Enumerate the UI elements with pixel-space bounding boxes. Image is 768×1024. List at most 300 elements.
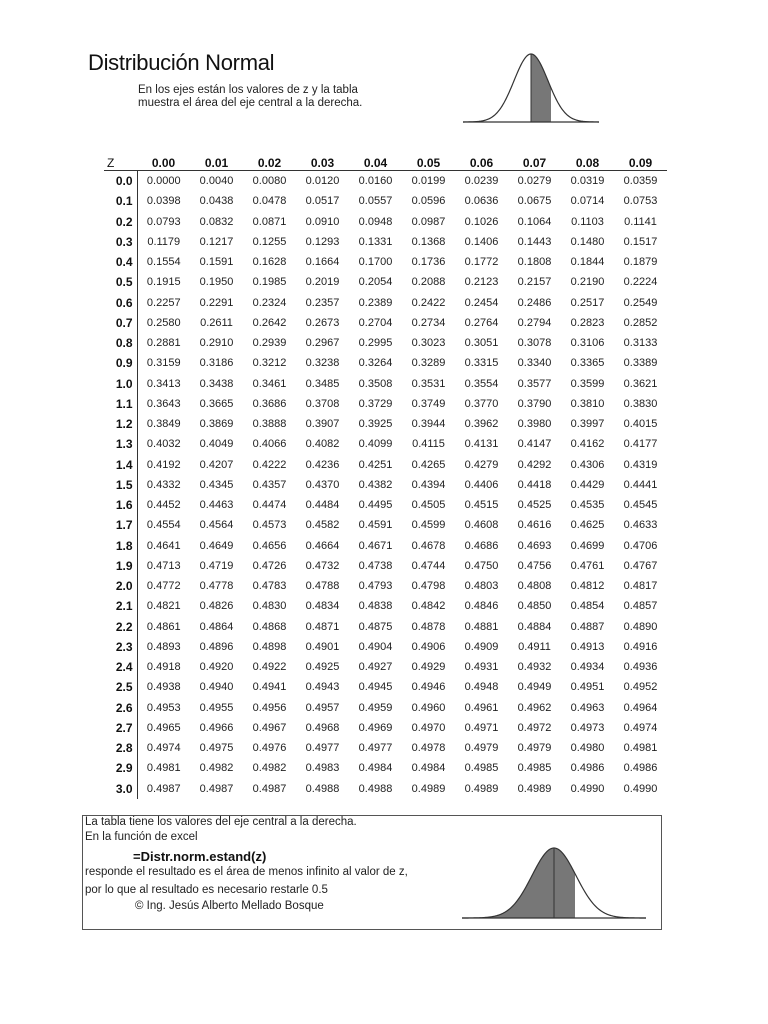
area-value-cell: 0.4979 bbox=[517, 742, 552, 755]
area-value-cell: 0.4719 bbox=[199, 559, 234, 572]
table-row bbox=[104, 758, 667, 778]
area-value-cell: 0.4545 bbox=[623, 499, 658, 512]
area-value-cell: 0.1480 bbox=[570, 235, 605, 248]
area-value-cell: 0.3340 bbox=[517, 357, 552, 370]
note-line-1: La tabla tiene los valores del eje central a la derecha. bbox=[85, 816, 357, 828]
area-value-cell: 0.3554 bbox=[464, 377, 499, 390]
area-value-cell: 0.4857 bbox=[623, 600, 658, 613]
z-value-cell: 1.2 bbox=[104, 414, 137, 434]
area-value-cell: 0.2549 bbox=[623, 296, 658, 309]
area-value-cell: 0.1255 bbox=[252, 235, 287, 248]
area-value-cell: 0.3238 bbox=[305, 357, 340, 370]
area-value-cell: 0.1985 bbox=[252, 276, 287, 289]
area-value-cell: 0.2157 bbox=[517, 276, 552, 289]
area-value-cell: 0.4986 bbox=[623, 762, 658, 775]
area-value-cell: 0.2764 bbox=[464, 316, 499, 329]
area-value-cell: 0.1368 bbox=[411, 235, 446, 248]
area-value-cell: 0.4463 bbox=[199, 499, 234, 512]
area-value-cell: 0.4082 bbox=[305, 438, 340, 451]
area-value-cell: 0.4931 bbox=[464, 661, 499, 674]
area-value-cell: 0.3810 bbox=[570, 397, 605, 410]
area-value-cell: 0.2224 bbox=[623, 276, 658, 289]
area-value-cell: 0.4988 bbox=[358, 782, 393, 795]
area-value-cell: 0.4974 bbox=[146, 742, 181, 755]
area-value-cell: 0.4192 bbox=[146, 458, 181, 471]
area-value-cell: 0.1915 bbox=[146, 276, 181, 289]
area-value-cell: 0.4990 bbox=[623, 782, 658, 795]
table-row bbox=[104, 515, 667, 535]
area-value-cell: 0.4778 bbox=[199, 580, 234, 593]
area-value-cell: 0.1808 bbox=[517, 256, 552, 269]
area-value-cell: 0.4887 bbox=[570, 620, 605, 633]
area-value-cell: 0.0832 bbox=[199, 215, 234, 228]
area-value-cell: 0.4345 bbox=[199, 478, 234, 491]
area-value-cell: 0.4750 bbox=[464, 559, 499, 572]
area-value-cell: 0.4990 bbox=[570, 782, 605, 795]
area-value-cell: 0.4982 bbox=[199, 762, 234, 775]
area-value-cell: 0.2291 bbox=[199, 296, 234, 309]
area-value-cell: 0.4966 bbox=[199, 721, 234, 734]
area-value-cell: 0.3621 bbox=[623, 377, 658, 390]
area-value-cell: 0.2642 bbox=[252, 316, 287, 329]
table-row bbox=[104, 191, 667, 211]
area-value-cell: 0.4474 bbox=[252, 499, 287, 512]
area-value-cell: 0.3078 bbox=[517, 337, 552, 350]
area-value-cell: 0.4929 bbox=[411, 661, 446, 674]
area-value-cell: 0.3830 bbox=[623, 397, 658, 410]
area-value-cell: 0.4975 bbox=[199, 742, 234, 755]
z-value-cell: 1.5 bbox=[104, 475, 137, 495]
area-value-cell: 0.2704 bbox=[358, 316, 393, 329]
table-row bbox=[104, 374, 667, 394]
area-value-cell: 0.1554 bbox=[146, 256, 181, 269]
area-value-cell: 0.3770 bbox=[464, 397, 499, 410]
area-value-cell: 0.4394 bbox=[411, 478, 446, 491]
area-value-cell: 0.2734 bbox=[411, 316, 446, 329]
area-value-cell: 0.4706 bbox=[623, 539, 658, 552]
area-value-cell: 0.2190 bbox=[570, 276, 605, 289]
area-value-cell: 0.3888 bbox=[252, 418, 287, 431]
area-value-cell: 0.4834 bbox=[305, 600, 340, 613]
z-value-cell: 0.0 bbox=[104, 171, 137, 192]
area-value-cell: 0.3599 bbox=[570, 377, 605, 390]
area-value-cell: 0.4222 bbox=[252, 458, 287, 471]
area-value-cell: 0.4826 bbox=[199, 600, 234, 613]
area-value-cell: 0.4177 bbox=[623, 438, 658, 451]
table-row bbox=[104, 556, 667, 576]
area-value-cell: 0.4265 bbox=[411, 458, 446, 471]
table-row bbox=[104, 212, 667, 232]
area-value-cell: 0.4850 bbox=[517, 600, 552, 613]
area-value-cell: 0.4495 bbox=[358, 499, 393, 512]
area-value-cell: 0.4927 bbox=[358, 661, 393, 674]
area-value-cell: 0.4969 bbox=[358, 721, 393, 734]
area-value-cell: 0.3849 bbox=[146, 418, 181, 431]
area-value-cell: 0.3461 bbox=[252, 377, 287, 390]
area-value-cell: 0.4948 bbox=[464, 681, 499, 694]
area-value-cell: 0.0000 bbox=[146, 175, 181, 188]
area-value-cell: 0.4207 bbox=[199, 458, 234, 471]
table-row bbox=[104, 434, 667, 454]
table-row bbox=[104, 232, 667, 252]
table-row bbox=[104, 596, 667, 616]
area-value-cell: 0.4946 bbox=[411, 681, 446, 694]
area-value-cell: 0.0319 bbox=[570, 175, 605, 188]
table-row bbox=[104, 353, 667, 373]
area-value-cell: 0.4441 bbox=[623, 478, 658, 491]
area-value-cell: 0.2454 bbox=[464, 296, 499, 309]
table-row bbox=[104, 272, 667, 292]
column-header: 0.05 bbox=[402, 150, 455, 171]
table-row bbox=[104, 475, 667, 495]
subtitle-line-2: muestra el área del eje central a la derecha. bbox=[138, 97, 363, 109]
z-value-cell: 2.0 bbox=[104, 576, 137, 596]
area-value-cell: 0.4821 bbox=[146, 600, 181, 613]
area-value-cell: 0.0753 bbox=[623, 195, 658, 208]
area-value-cell: 0.4987 bbox=[199, 782, 234, 795]
area-value-cell: 0.4972 bbox=[517, 721, 552, 734]
z-value-cell: 0.2 bbox=[104, 212, 137, 232]
table-row bbox=[104, 617, 667, 637]
area-value-cell: 0.4878 bbox=[411, 620, 446, 633]
note-box bbox=[82, 815, 662, 930]
table-row bbox=[104, 293, 667, 313]
area-value-cell: 0.0040 bbox=[199, 175, 234, 188]
area-value-cell: 0.4957 bbox=[305, 701, 340, 714]
area-value-cell: 0.4980 bbox=[570, 742, 605, 755]
area-value-cell: 0.4236 bbox=[305, 458, 340, 471]
area-value-cell: 0.0160 bbox=[358, 175, 393, 188]
z-value-cell: 2.5 bbox=[104, 677, 137, 697]
area-value-cell: 0.0080 bbox=[252, 175, 287, 188]
area-value-cell: 0.4981 bbox=[623, 742, 658, 755]
page-subtitle bbox=[138, 84, 428, 110]
area-value-cell: 0.1844 bbox=[570, 256, 605, 269]
area-value-cell: 0.4525 bbox=[517, 499, 552, 512]
area-value-cell: 0.4370 bbox=[305, 478, 340, 491]
area-value-cell: 0.4649 bbox=[199, 539, 234, 552]
area-value-cell: 0.0279 bbox=[517, 175, 552, 188]
area-value-cell: 0.4732 bbox=[305, 559, 340, 572]
area-value-cell: 0.0120 bbox=[305, 175, 340, 188]
bell-curve-left-tail-diagram bbox=[461, 842, 661, 922]
z-value-cell: 1.3 bbox=[104, 434, 137, 454]
area-value-cell: 0.4693 bbox=[517, 539, 552, 552]
area-value-cell: 0.3106 bbox=[570, 337, 605, 350]
area-value-cell: 0.4633 bbox=[623, 519, 658, 532]
area-value-cell: 0.4616 bbox=[517, 519, 552, 532]
area-value-cell: 0.4987 bbox=[146, 782, 181, 795]
area-value-cell: 0.2257 bbox=[146, 296, 181, 309]
area-value-cell: 0.3413 bbox=[146, 377, 181, 390]
area-value-cell: 0.4032 bbox=[146, 438, 181, 451]
area-value-cell: 0.4898 bbox=[252, 640, 287, 653]
area-value-cell: 0.4162 bbox=[570, 438, 605, 451]
area-value-cell: 0.4279 bbox=[464, 458, 499, 471]
normal-distribution-table bbox=[104, 150, 667, 799]
area-value-cell: 0.4959 bbox=[358, 701, 393, 714]
area-value-cell: 0.2823 bbox=[570, 316, 605, 329]
area-value-cell: 0.3729 bbox=[358, 397, 393, 410]
area-value-cell: 0.1664 bbox=[305, 256, 340, 269]
area-value-cell: 0.2794 bbox=[517, 316, 552, 329]
area-value-cell: 0.4846 bbox=[464, 600, 499, 613]
area-value-cell: 0.4913 bbox=[570, 640, 605, 653]
area-value-cell: 0.4987 bbox=[252, 782, 287, 795]
column-header: 0.07 bbox=[508, 150, 561, 171]
area-value-cell: 0.4066 bbox=[252, 438, 287, 451]
z-value-cell: 2.1 bbox=[104, 596, 137, 616]
area-value-cell: 0.4986 bbox=[570, 762, 605, 775]
area-value-cell: 0.3508 bbox=[358, 377, 393, 390]
area-value-cell: 0.0714 bbox=[570, 195, 605, 208]
area-value-cell: 0.4292 bbox=[517, 458, 552, 471]
area-value-cell: 0.0359 bbox=[623, 175, 658, 188]
area-value-cell: 0.1026 bbox=[464, 215, 499, 228]
area-value-cell: 0.4838 bbox=[358, 600, 393, 613]
area-value-cell: 0.4812 bbox=[570, 580, 605, 593]
bell-curve-center-to-right-diagram bbox=[440, 48, 600, 126]
area-value-cell: 0.2910 bbox=[199, 337, 234, 350]
table-row bbox=[104, 698, 667, 718]
area-value-cell: 0.4978 bbox=[411, 742, 446, 755]
table-row bbox=[104, 171, 667, 192]
area-value-cell: 0.0596 bbox=[411, 195, 446, 208]
z-value-cell: 2.3 bbox=[104, 637, 137, 657]
z-value-cell: 0.6 bbox=[104, 293, 137, 313]
area-value-cell: 0.2019 bbox=[305, 276, 340, 289]
z-value-cell: 0.7 bbox=[104, 313, 137, 333]
area-value-cell: 0.4861 bbox=[146, 620, 181, 633]
area-value-cell: 0.0517 bbox=[305, 195, 340, 208]
area-value-cell: 0.2088 bbox=[411, 276, 446, 289]
z-value-cell: 0.3 bbox=[104, 232, 137, 252]
area-value-cell: 0.4918 bbox=[146, 661, 181, 674]
area-value-cell: 0.4979 bbox=[464, 742, 499, 755]
area-value-cell: 0.4788 bbox=[305, 580, 340, 593]
area-value-cell: 0.0675 bbox=[517, 195, 552, 208]
area-value-cell: 0.4535 bbox=[570, 499, 605, 512]
area-value-cell: 0.1772 bbox=[464, 256, 499, 269]
area-value-cell: 0.4406 bbox=[464, 478, 499, 491]
area-value-cell: 0.1700 bbox=[358, 256, 393, 269]
area-value-cell: 0.4452 bbox=[146, 499, 181, 512]
z-value-cell: 0.8 bbox=[104, 333, 137, 353]
table-body bbox=[104, 171, 667, 799]
area-value-cell: 0.1064 bbox=[517, 215, 552, 228]
area-value-cell: 0.4956 bbox=[252, 701, 287, 714]
area-value-cell: 0.4599 bbox=[411, 519, 446, 532]
area-value-cell: 0.4830 bbox=[252, 600, 287, 613]
area-value-cell: 0.4964 bbox=[623, 701, 658, 714]
area-value-cell: 0.3051 bbox=[464, 337, 499, 350]
area-value-cell: 0.4554 bbox=[146, 519, 181, 532]
area-value-cell: 0.4911 bbox=[518, 640, 551, 653]
area-value-cell: 0.4932 bbox=[517, 661, 552, 674]
area-value-cell: 0.4970 bbox=[411, 721, 446, 734]
table-row bbox=[104, 738, 667, 758]
area-value-cell: 0.3438 bbox=[199, 377, 234, 390]
area-value-cell: 0.4357 bbox=[252, 478, 287, 491]
area-value-cell: 0.4901 bbox=[305, 640, 340, 653]
z-value-cell: 1.8 bbox=[104, 536, 137, 556]
z-value-cell: 2.6 bbox=[104, 698, 137, 718]
area-value-cell: 0.4936 bbox=[623, 661, 658, 674]
area-value-cell: 0.3264 bbox=[358, 357, 393, 370]
area-value-cell: 0.4934 bbox=[570, 661, 605, 674]
table-row bbox=[104, 495, 667, 515]
area-value-cell: 0.1591 bbox=[199, 256, 234, 269]
area-value-cell: 0.1217 bbox=[199, 235, 234, 248]
area-value-cell: 0.4761 bbox=[570, 559, 605, 572]
area-value-cell: 0.4656 bbox=[252, 539, 287, 552]
area-value-cell: 0.4938 bbox=[146, 681, 181, 694]
area-value-cell: 0.4678 bbox=[411, 539, 446, 552]
table-row bbox=[104, 536, 667, 556]
area-value-cell: 0.4854 bbox=[570, 600, 605, 613]
area-value-cell: 0.3159 bbox=[146, 357, 181, 370]
table-row bbox=[104, 718, 667, 738]
area-value-cell: 0.4952 bbox=[623, 681, 658, 694]
column-header: 0.03 bbox=[296, 150, 349, 171]
area-value-cell: 0.4564 bbox=[199, 519, 234, 532]
area-value-cell: 0.3749 bbox=[411, 397, 446, 410]
area-value-cell: 0.4884 bbox=[517, 620, 552, 633]
z-value-cell: 2.7 bbox=[104, 718, 137, 738]
area-value-cell: 0.3023 bbox=[411, 337, 446, 350]
area-value-cell: 0.4985 bbox=[464, 762, 499, 775]
area-value-cell: 0.3708 bbox=[305, 397, 340, 410]
note-line-4: por lo que al resultado es necesario restarle 0.5 bbox=[85, 884, 328, 896]
area-value-cell: 0.4505 bbox=[411, 499, 446, 512]
area-value-cell: 0.2852 bbox=[623, 316, 658, 329]
z-value-cell: 1.1 bbox=[104, 394, 137, 414]
table-row bbox=[104, 313, 667, 333]
area-value-cell: 0.2389 bbox=[358, 296, 393, 309]
area-value-cell: 0.4988 bbox=[305, 782, 340, 795]
area-value-cell: 0.1628 bbox=[252, 256, 287, 269]
area-value-cell: 0.4973 bbox=[570, 721, 605, 734]
column-header: 0.02 bbox=[243, 150, 296, 171]
area-value-cell: 0.3186 bbox=[199, 357, 234, 370]
area-value-cell: 0.4925 bbox=[305, 661, 340, 674]
area-value-cell: 0.1950 bbox=[199, 276, 234, 289]
area-value-cell: 0.4965 bbox=[146, 721, 181, 734]
area-value-cell: 0.4817 bbox=[623, 580, 658, 593]
area-value-cell: 0.3997 bbox=[570, 418, 605, 431]
area-value-cell: 0.4641 bbox=[146, 539, 181, 552]
area-value-cell: 0.4015 bbox=[623, 418, 658, 431]
area-value-cell: 0.0557 bbox=[358, 195, 393, 208]
area-value-cell: 0.4977 bbox=[305, 742, 340, 755]
area-value-cell: 0.4961 bbox=[464, 701, 499, 714]
area-value-cell: 0.0987 bbox=[411, 215, 446, 228]
area-value-cell: 0.4515 bbox=[464, 499, 499, 512]
column-header-row bbox=[104, 150, 667, 171]
area-value-cell: 0.2517 bbox=[570, 296, 605, 309]
area-value-cell: 0.0398 bbox=[146, 195, 181, 208]
z-value-cell: 2.8 bbox=[104, 738, 137, 758]
column-header: 0.08 bbox=[561, 150, 614, 171]
area-value-cell: 0.1879 bbox=[623, 256, 658, 269]
area-value-cell: 0.4893 bbox=[146, 640, 181, 653]
area-value-cell: 0.4772 bbox=[146, 580, 181, 593]
table-row bbox=[104, 779, 667, 799]
area-value-cell: 0.4803 bbox=[464, 580, 499, 593]
area-value-cell: 0.3790 bbox=[517, 397, 552, 410]
z-value-cell: 1.4 bbox=[104, 455, 137, 475]
area-value-cell: 0.4974 bbox=[623, 721, 658, 734]
area-value-cell: 0.4793 bbox=[358, 580, 393, 593]
area-value-cell: 0.4967 bbox=[252, 721, 287, 734]
area-value-cell: 0.1736 bbox=[411, 256, 446, 269]
area-value-cell: 0.4949 bbox=[517, 681, 552, 694]
area-value-cell: 0.0948 bbox=[358, 215, 393, 228]
z-value-cell: 0.5 bbox=[104, 272, 137, 292]
area-value-cell: 0.4871 bbox=[305, 620, 340, 633]
area-value-cell: 0.0793 bbox=[146, 215, 181, 228]
area-value-cell: 0.4115 bbox=[412, 438, 445, 451]
area-value-cell: 0.4332 bbox=[146, 478, 181, 491]
area-value-cell: 0.4989 bbox=[411, 782, 446, 795]
z-value-cell: 1.9 bbox=[104, 556, 137, 576]
area-value-cell: 0.4960 bbox=[411, 701, 446, 714]
area-value-cell: 0.1517 bbox=[623, 235, 658, 248]
area-value-cell: 0.4582 bbox=[305, 519, 340, 532]
area-value-cell: 0.3315 bbox=[464, 357, 499, 370]
area-value-cell: 0.4699 bbox=[570, 539, 605, 552]
area-value-cell: 0.4953 bbox=[146, 701, 181, 714]
z-value-cell: 2.4 bbox=[104, 657, 137, 677]
area-value-cell: 0.0910 bbox=[305, 215, 340, 228]
area-value-cell: 0.4591 bbox=[358, 519, 393, 532]
column-header: 0.06 bbox=[455, 150, 508, 171]
author-credit: © Ing. Jesús Alberto Mellado Bosque bbox=[135, 900, 324, 912]
area-value-cell: 0.4418 bbox=[517, 478, 552, 491]
page-title: Distribución Normal bbox=[88, 50, 275, 75]
area-value-cell: 0.4798 bbox=[411, 580, 446, 593]
z-value-cell: 1.6 bbox=[104, 495, 137, 515]
z-value-cell: 2.9 bbox=[104, 758, 137, 778]
area-value-cell: 0.2939 bbox=[252, 337, 287, 350]
area-value-cell: 0.4909 bbox=[464, 640, 499, 653]
area-value-cell: 0.0239 bbox=[464, 175, 499, 188]
area-value-cell: 0.3944 bbox=[411, 418, 446, 431]
area-value-cell: 0.4881 bbox=[464, 620, 499, 633]
area-value-cell: 0.4896 bbox=[199, 640, 234, 653]
area-value-cell: 0.4920 bbox=[199, 661, 234, 674]
note-line-3: responde el resultado es el área de menos infinito al valor de z, bbox=[85, 866, 408, 878]
area-value-cell: 0.2967 bbox=[305, 337, 340, 350]
area-value-cell: 0.4713 bbox=[146, 559, 181, 572]
table-row bbox=[104, 677, 667, 697]
z-column-header: Z bbox=[104, 150, 137, 171]
area-value-cell: 0.4744 bbox=[411, 559, 446, 572]
area-value-cell: 0.4989 bbox=[517, 782, 552, 795]
area-value-cell: 0.4875 bbox=[358, 620, 393, 633]
minus-infinity-to-z-shaded-area bbox=[463, 848, 575, 918]
area-value-cell: 0.4738 bbox=[358, 559, 393, 572]
area-value-cell: 0.0636 bbox=[464, 195, 499, 208]
area-value-cell: 0.2054 bbox=[358, 276, 393, 289]
area-value-cell: 0.4608 bbox=[464, 519, 499, 532]
table-row bbox=[104, 637, 667, 657]
z-value-cell: 3.0 bbox=[104, 779, 137, 799]
area-value-cell: 0.4049 bbox=[199, 438, 234, 451]
z-value-cell: 0.9 bbox=[104, 353, 137, 373]
area-value-cell: 0.4382 bbox=[358, 478, 393, 491]
area-value-cell: 0.3686 bbox=[252, 397, 287, 410]
